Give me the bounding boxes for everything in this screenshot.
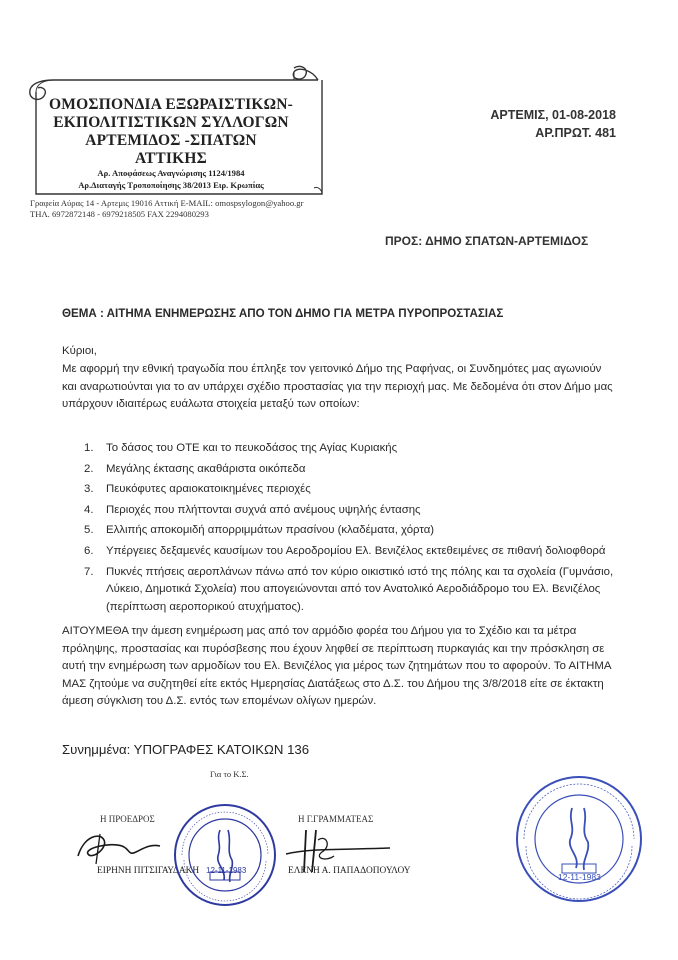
- stamp-2-date: 12-11-1983: [558, 872, 601, 882]
- for-board-label: Για το Κ.Σ.: [210, 769, 249, 779]
- list-item: 2. Μεγάλης έκτασης ακαθάριστα οικόπεδα: [84, 462, 306, 475]
- org-name-line-2: ΕΚΠΟΛΙΤΙΣΤΙΚΩΝ ΣΥΛΛΟΓΩΝ: [53, 114, 289, 131]
- org-name-line-4: ΑΤΤΙΚΗΣ: [134, 150, 208, 167]
- president-signature-icon: [70, 826, 180, 870]
- org-name-line-1: ΟΜΟΣΠΟΝΔΙΑ ΕΞΩΡΑΙΣΤΙΚΩΝ-: [49, 96, 293, 113]
- place-date: ΑΡΤΕΜΙΣ, 01-08-2018: [490, 108, 616, 122]
- contact-line-phones: ΤΗΛ. 6972872148 - 6979218505 FAX 2294080293: [30, 209, 209, 219]
- attachments-note: Συνημμένα: ΥΠΟΓΡΑΦΕΣ ΚΑΤΟΙΚΩΝ 136: [62, 742, 310, 757]
- protocol-number: ΑΡ.ΠΡΩΤ. 481: [535, 126, 616, 140]
- municipality-federation-seal-stamp-icon: [512, 772, 646, 906]
- secretary-name: ΕΛΕΝΗ Α. ΠΑΠΑΔΟΠΟΥΛΟΥ: [288, 866, 411, 876]
- list-item: 5. Ελλιπής αποκομιδή απορριμμάτων πρασίνου (κλαδέματα, χόρτα): [84, 524, 435, 537]
- list-item: 4. Περιοχές που πλήττονται συχνά από ανέμους υψηλής έντασης: [84, 503, 421, 516]
- vulnerabilities-list: [84, 440, 624, 619]
- salutation: Κύριοι,: [62, 345, 97, 357]
- subject: ΘΕΜΑ : ΑΙΤΗΜΑ ΕΝΗΜΕΡΩΣΗΣ ΑΠΟ ΤΟΝ ΔΗΜΟ ΓΙΑ ΜΕΤΡΑ ΠΥΡΟΠΡΟΣΤΑΣΙΑΣ: [62, 307, 504, 320]
- registration-line-2: Αρ.Διαταγής Τροποποίησης 38/2013 Ειρ. Κρωπίας: [78, 180, 264, 190]
- request-paragraph: ΑΙΤΟΥΜΕΘΑ την άμεση ενημέρωση μας από τον αρμόδιο φορέα του Δήμου για το Σχέδιο και τα μέτρα πρόληψης, προστασίας και πυρόσβεσης που έχουν ληφθεί σε περίπτωση πυρκαγιάς και την πρόσκληση σε αυτή την ενημέρωση των αρμοδίων του Ελ. Βενιζέλος για μέρος των ζητημάτων που το αφορούν. Το ΑΙΤΗΜΑ ΜΑΣ ζητούμε να συζητηθεί είτε εκτός Ημερησίας Διατάξεως στο Δ.Σ. του Δήμου της 3/8/2018 είτε σε έκτακτη άμεση σύγκλιση του Δ.Σ. εντός των επομένων ολίγων ημερών.: [62, 625, 611, 708]
- stamp-1-date: 12-11-1983: [206, 866, 247, 875]
- list-item: 1. Το δάσος του ΟΤΕ και το πευκοδάσος της Αγίας Κυριακής: [84, 442, 398, 454]
- intro-paragraph: Με αφορμή την εθνική τραγωδία που έπληξε τον γειτονικό Δήμο της Ραφήνας, οι Συνδημότες μας αγωνιούν και αναρωτιούνται για το αν υπάρχει σχέδιο προστασίας για την περιοχή μας. Με δεδομένα ότι στον Δήμο μας υπάρχουν ιδιαιτέρως ευάλωτα στοιχεία μεταξύ των οποίων:: [62, 363, 613, 411]
- president-role: Η ΠΡΟΕΔΡΟΣ: [100, 814, 155, 824]
- federation-seal-stamp-icon: [170, 800, 280, 910]
- president-name: ΕΙΡΗΝΗ ΠΙΤΣΙΓΑΥΔΑΚΗ: [97, 866, 200, 876]
- list-item: 6. Υπέργειες δεξαμενές καυσίμων του Αεροδρομίου Ελ. Βενιζέλος εκτεθειμένες σε πιθανή δολιοφθορά: [84, 544, 606, 557]
- org-name-line-3: ΑΡΤΕΜΙΔΟΣ -ΣΠΑΤΩΝ: [85, 132, 257, 149]
- recipient: ΠΡΟΣ: ΔΗΜΟ ΣΠΑΤΩΝ-ΑΡΤΕΜΙΔΟΣ: [385, 234, 589, 248]
- secretary-role: Η Γ.ΓΡΑΜΜΑΤΕΑΣ: [298, 814, 374, 824]
- list-item: 3. Πευκόφυτες αραιοκατοικημένες περιοχές: [84, 483, 311, 496]
- registration-line-1: Αρ. Αποφάσεως Αναγνώρισης 1124/1984: [97, 168, 245, 178]
- list-item: 7. Πυκνές πτήσεις αεροπλάνων πάνω από τον κύριο οικιστικό ιστό της πόλης και τα σχολεία (Γυμνάσιο, Λύκειο, Δημοτικά Σχολεία) που απογειώνονται από τον Ανατολικό Αεροδιάδρομο του Ελ. Βενιζέλος (περίπτωση αεροπορικού ατυχήματος).: [84, 565, 614, 613]
- contact-line-address: Γραφεία Αύρας 14 - Αρτεμις 19016 Αττική E-MAIL: omospsylogon@yahoo.gr: [30, 198, 304, 208]
